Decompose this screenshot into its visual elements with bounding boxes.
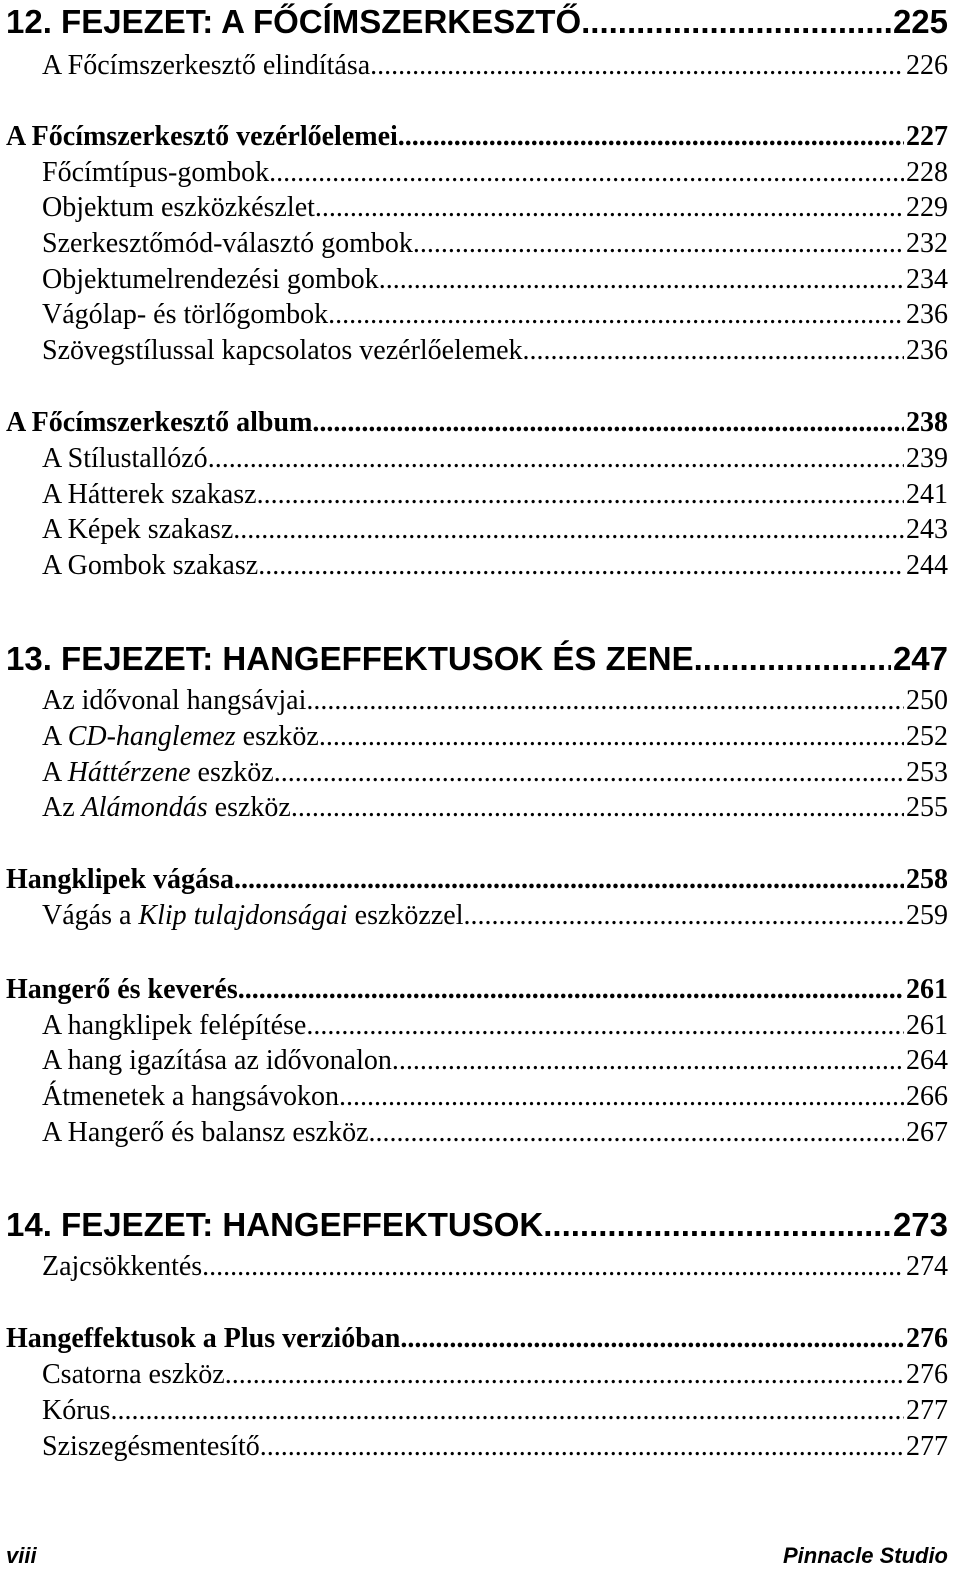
toc-page-number: 227	[906, 121, 948, 152]
dot-leader	[202, 1249, 904, 1285]
dot-leader	[523, 333, 904, 369]
dot-leader	[257, 477, 904, 513]
toc-page-number: 261	[906, 1010, 948, 1041]
toc-page-number: 250	[906, 685, 948, 716]
dot-leader	[306, 1008, 904, 1044]
dot-leader	[258, 548, 904, 584]
toc-title: A Gombok szakasz	[42, 550, 259, 581]
toc-subsection	[42, 512, 948, 548]
toc-subsection	[42, 441, 948, 477]
toc-page-number: 239	[906, 443, 948, 474]
toc-subsection	[42, 898, 948, 934]
toc-title-suffix: eszköz	[207, 792, 291, 823]
toc-subsection	[42, 297, 948, 333]
toc-title-italic: CD-hanglemez	[67, 721, 236, 752]
dot-leader	[413, 226, 904, 262]
toc-title: Zajcsökkentés	[42, 1251, 203, 1282]
toc-page-number: 228	[906, 157, 948, 188]
toc-section	[6, 862, 948, 898]
toc-page-number: 236	[906, 299, 948, 330]
toc-page-number: 234	[906, 264, 948, 295]
toc-page-number: 247	[892, 640, 948, 677]
toc-title: Csatorna eszköz	[42, 1359, 225, 1390]
toc-title: Sziszegésmentesítő	[42, 1431, 260, 1462]
toc-chapter	[6, 637, 948, 681]
dot-leader	[238, 972, 904, 1008]
toc-page-number: 264	[906, 1045, 948, 1076]
toc-page-number: 252	[906, 721, 948, 752]
toc-title: Az idővonal hangsávjai	[42, 685, 307, 716]
dot-leader	[370, 48, 904, 84]
dot-leader	[328, 297, 904, 333]
toc-page-number: 258	[906, 864, 948, 895]
toc-title: Kórus	[42, 1395, 111, 1426]
page-number: viii	[6, 1543, 37, 1568]
toc-page-number: 273	[892, 1206, 948, 1243]
dot-leader	[110, 1393, 904, 1429]
toc-page-number: 253	[906, 757, 948, 788]
toc-title: A Képek szakasz	[42, 514, 234, 545]
dot-leader	[208, 441, 904, 477]
dot-leader	[392, 1043, 904, 1079]
toc-subsection	[42, 333, 948, 369]
page-footer	[6, 1543, 948, 1569]
toc-page-number: 266	[906, 1081, 948, 1112]
toc-page-number: 229	[906, 192, 948, 223]
toc-title: Főcímtípus-gombok	[42, 157, 270, 188]
toc-title: Hangklipek vágása	[6, 864, 234, 895]
toc-chapter	[6, 1203, 948, 1247]
dot-leader	[581, 0, 891, 44]
toc-page-number: 238	[906, 407, 948, 438]
toc-title-prefix: A	[42, 721, 68, 752]
toc-page-number: 241	[906, 479, 948, 510]
toc-title: Átmenetek a hangsávokon	[42, 1081, 340, 1112]
toc-title: A Hangerő és balansz eszköz	[42, 1117, 369, 1148]
toc-page-number: 276	[906, 1323, 948, 1354]
toc-title	[42, 719, 319, 755]
dot-leader	[369, 1115, 904, 1151]
toc-page-number: 236	[906, 335, 948, 366]
toc-title: Objektum eszközkészlet	[42, 192, 315, 223]
toc-page-number: 255	[906, 792, 948, 823]
toc-title: Objektumelrendezési gombok	[42, 264, 379, 295]
dot-leader	[274, 755, 904, 791]
toc-section	[6, 119, 948, 155]
toc-subsection	[42, 48, 948, 84]
toc-subsection	[42, 755, 948, 791]
toc-subsection	[42, 1115, 948, 1151]
toc-page-number: 226	[906, 50, 948, 81]
toc-title: 12. FEJEZET: A FŐCÍMSZERKESZTŐ	[6, 3, 582, 40]
dot-leader	[379, 262, 904, 298]
toc-subsection	[42, 1249, 948, 1285]
toc-page-number: 267	[906, 1117, 948, 1148]
toc-title-suffix: eszközzel	[347, 900, 464, 931]
toc-title: 14. FEJEZET: HANGEFFEKTUSOK	[6, 1206, 544, 1243]
toc-title: A Stílustallózó	[42, 443, 208, 474]
dot-leader	[306, 683, 904, 719]
toc-page-number: 259	[906, 900, 948, 931]
dot-leader	[398, 119, 904, 155]
toc-subsection	[42, 155, 948, 191]
toc-subsection	[42, 1393, 948, 1429]
dot-leader	[400, 1321, 904, 1357]
dot-leader	[260, 1429, 904, 1465]
dot-leader	[694, 637, 891, 681]
toc-title: Vágólap- és törlőgombok	[42, 299, 329, 330]
toc-title	[42, 790, 291, 826]
toc-page-number: 277	[906, 1431, 948, 1462]
toc-title-prefix: A	[42, 757, 68, 788]
dot-leader	[225, 1357, 904, 1393]
toc-title: A Főcímszerkesztő elindítása	[42, 50, 371, 81]
toc-title: A Főcímszerkesztő album	[6, 407, 313, 438]
toc-subsection	[42, 262, 948, 298]
toc-page-number: 225	[892, 3, 948, 40]
dot-leader	[463, 898, 904, 934]
toc-page-number: 243	[906, 514, 948, 545]
toc-section	[6, 1321, 948, 1357]
toc-subsection	[42, 1008, 948, 1044]
toc-title: Hangerő és keverés	[6, 974, 238, 1005]
toc-title-italic: Alámondás	[81, 792, 208, 823]
dot-leader	[543, 1203, 891, 1247]
toc-page-number: 261	[906, 974, 948, 1005]
dot-leader	[291, 790, 904, 826]
toc-subsection	[42, 190, 948, 226]
toc-subsection	[42, 1429, 948, 1465]
toc-title: A hangklipek felépítése	[42, 1010, 307, 1041]
toc-title: 13. FEJEZET: HANGEFFEKTUSOK ÉS ZENE	[6, 640, 694, 677]
toc-title: Hangeffektusok a Plus verzióban	[6, 1323, 401, 1354]
toc-title-prefix: Az	[42, 792, 82, 823]
toc-title: A Hátterek szakasz	[42, 479, 257, 510]
toc-title: Szövegstílussal kapcsolatos vezérlőelemek	[42, 335, 523, 366]
toc-subsection	[42, 719, 948, 755]
toc-page-number: 276	[906, 1359, 948, 1390]
toc-title-italic: Klip tulajdonságai	[138, 900, 348, 931]
dot-leader	[233, 512, 904, 548]
toc-section	[6, 405, 948, 441]
toc-subsection	[42, 1079, 948, 1115]
toc-title-italic: Háttérzene	[67, 757, 191, 788]
toc-subsection	[42, 1043, 948, 1079]
dot-leader	[269, 155, 904, 191]
toc-title: A Főcímszerkesztő vezérlőelemei	[6, 121, 398, 152]
toc-title-suffix: eszköz	[235, 721, 319, 752]
toc-subsection	[42, 548, 948, 584]
toc-subsection	[42, 683, 948, 719]
toc-section	[6, 972, 948, 1008]
dot-leader	[234, 862, 904, 898]
toc-page-number: 277	[906, 1395, 948, 1426]
dot-leader	[319, 719, 904, 755]
toc-title: Szerkesztőmód-választó gombok	[42, 228, 413, 259]
running-title: Pinnacle Studio	[782, 1543, 948, 1568]
toc-page-number: 274	[906, 1251, 948, 1282]
toc-subsection	[42, 226, 948, 262]
toc-page-number: 244	[906, 550, 948, 581]
toc-page-number: 232	[906, 228, 948, 259]
toc-subsection	[42, 477, 948, 513]
dot-leader	[339, 1079, 904, 1115]
toc-title-prefix: Vágás a	[42, 900, 139, 931]
dot-leader	[312, 405, 904, 441]
toc-title	[42, 898, 463, 934]
toc-title-suffix: eszköz	[190, 757, 274, 788]
toc-subsection	[42, 1357, 948, 1393]
toc-title	[42, 755, 274, 791]
toc-title: A hang igazítása az idővonalon	[42, 1045, 392, 1076]
dot-leader	[315, 190, 904, 226]
toc-subsection	[42, 790, 948, 826]
toc-chapter	[6, 0, 948, 44]
